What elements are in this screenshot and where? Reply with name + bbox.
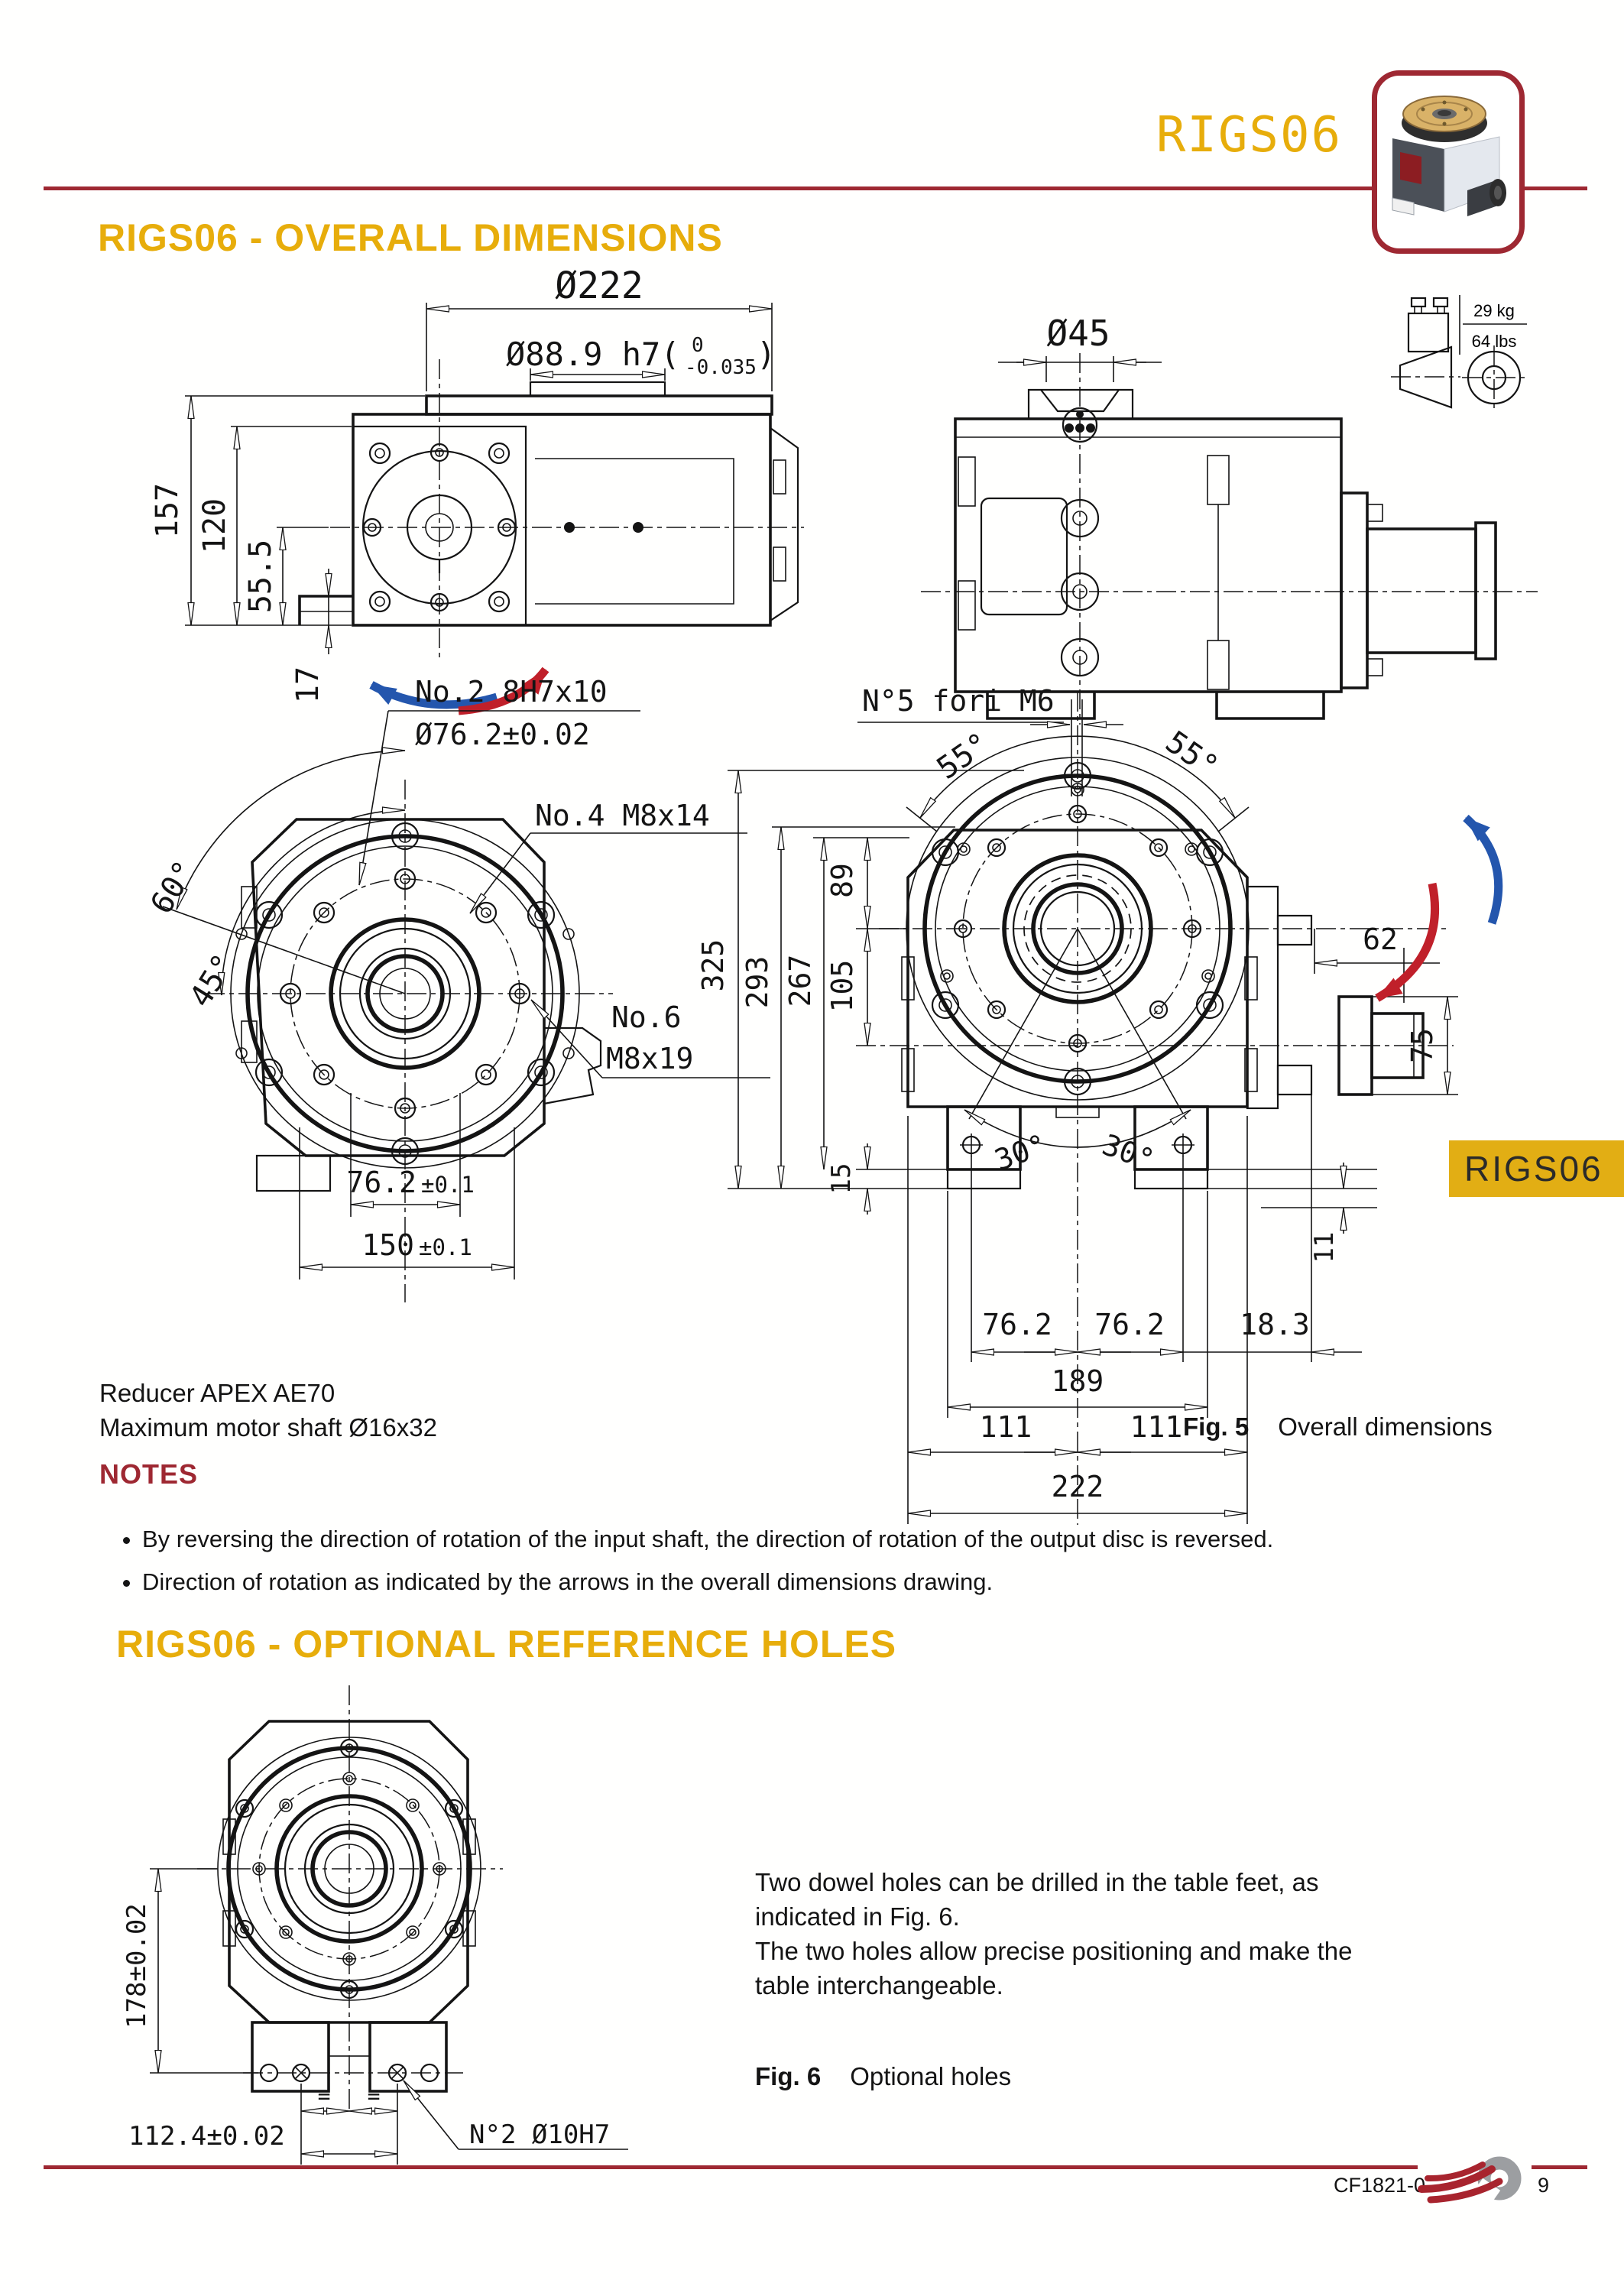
dim-label: 112.4±0.02: [128, 2121, 285, 2152]
angle-label: 60°: [144, 855, 203, 920]
projection-symbol-icon: [1391, 345, 1526, 410]
dim-label: Ø88.9 h7(: [506, 336, 680, 373]
reducer-note-line1: Reducer APEX AE70: [99, 1379, 335, 1407]
dim-label: Ø222: [555, 264, 643, 307]
page-title: RIGS06: [1156, 107, 1342, 164]
angle-label: 30°: [1097, 1127, 1159, 1178]
figure-6-label: Fig. 6: [755, 2062, 822, 2090]
dim-label: 325: [696, 939, 730, 992]
angle-label: 30°: [990, 1127, 1052, 1178]
paragraph-line: Two dowel holes can be drilled in the table feet, as: [755, 1868, 1319, 1896]
dim-label: 75: [1405, 1028, 1439, 1063]
paragraph-line: The two holes allow precise positioning and make the: [755, 1937, 1353, 1965]
angle-label: 55°: [1159, 724, 1225, 785]
dim-label: 89: [825, 863, 859, 898]
product-badge: [1372, 70, 1525, 254]
dim-label: 293: [741, 955, 774, 1009]
angle-label: 55°: [930, 725, 997, 786]
dim-label: 76.2: [982, 1308, 1052, 1341]
note-bullet: • By reversing the direction of rotation of the input shaft, the direction of rotation of the output disc is reversed.: [142, 1526, 1624, 1553]
figure-5-text: Overall dimensions: [1278, 1412, 1493, 1441]
hole-note: M8x19: [606, 1042, 694, 1075]
hole-note: N°2 Ø10H7: [469, 2119, 611, 2150]
notes-heading: NOTES: [99, 1458, 199, 1490]
rear-view-drawing: [921, 313, 1538, 725]
page-number: 9: [1538, 2174, 1550, 2197]
dim-label: 120: [197, 498, 232, 554]
figure-5-caption: [1183, 1412, 1493, 1442]
dim-label: 150: [361, 1228, 414, 1262]
dim-label: =: [367, 2084, 381, 2109]
company-logo-icon: [1415, 2154, 1532, 2209]
dim-label: 62: [1363, 923, 1398, 956]
hole-note: Ø76.2±0.02: [415, 718, 590, 751]
dim-label: 189: [1051, 1364, 1104, 1398]
hole-note: No.2 8H7x10: [415, 675, 608, 709]
dim-label: 18.3: [1240, 1308, 1310, 1341]
dim-label: 55.5: [243, 539, 278, 614]
reducer-note-line2: Maximum motor shaft Ø16x32: [99, 1413, 437, 1442]
hole-note: No.4 M8x14: [535, 799, 710, 832]
rotation-arrow-blue: [1466, 818, 1499, 923]
paragraph-line: table interchangeable.: [755, 1971, 1003, 1999]
dim-label: 267: [783, 954, 817, 1007]
dim-label: 157: [150, 482, 185, 539]
dim-tolerance: -0.035: [685, 356, 757, 379]
dim-label: 11: [1309, 1231, 1340, 1263]
section-title-overall: RIGS06 - OVERALL DIMENSIONS: [98, 216, 723, 259]
optional-holes-drawing: [122, 1685, 628, 2165]
company-logo: [1415, 2154, 1532, 2209]
weight-symbol: [1408, 295, 1527, 355]
dim-label: 105: [825, 959, 859, 1013]
dim-label: Ø45: [1046, 313, 1110, 354]
dim-label: =: [317, 2084, 331, 2109]
dim-label: 76.2: [1094, 1308, 1165, 1341]
dim-label: 17: [290, 666, 326, 704]
dim-label: 76.2: [346, 1166, 417, 1199]
product-photo: [1377, 76, 1519, 248]
figure-5-label: Fig. 5: [1183, 1412, 1250, 1441]
hole-note: N°5 fori M6: [862, 684, 1055, 718]
dim-label: 111: [1130, 1410, 1183, 1444]
figure-6-text: Optional holes: [850, 2062, 1012, 2090]
note-bullet: • Direction of rotation as indicated by the arrows in the overall dimensions drawing.: [142, 1568, 1624, 1596]
dim-label: ): [757, 336, 776, 373]
document-code: CF1821-0: [1334, 2174, 1426, 2197]
dim-label: 15: [826, 1163, 857, 1195]
weight-kg: 29 kg: [1473, 301, 1515, 320]
dim-label: 222: [1051, 1470, 1104, 1503]
dim-tolerance: ±0.1: [419, 1234, 472, 1260]
paragraph-line: indicated in Fig. 6.: [755, 1902, 960, 1931]
side-view-drawing: [150, 264, 804, 711]
weight-lbs: 64 lbs: [1471, 332, 1517, 351]
page-edge-tab: RIGS06: [1449, 1140, 1624, 1197]
dim-tolerance: ±0.1: [421, 1172, 475, 1198]
front-view-drawing: [144, 675, 770, 1302]
output-view-drawing: [696, 684, 1499, 1525]
angle-label: 45°: [183, 948, 242, 1014]
dim-tolerance: 0: [692, 334, 704, 357]
dim-label: 178±0.02: [122, 1903, 152, 2029]
hole-note: No.6: [611, 1001, 682, 1034]
dim-label: 111: [979, 1410, 1032, 1444]
section-title-optional: RIGS06 - OPTIONAL REFERENCE HOLES: [116, 1623, 897, 1665]
